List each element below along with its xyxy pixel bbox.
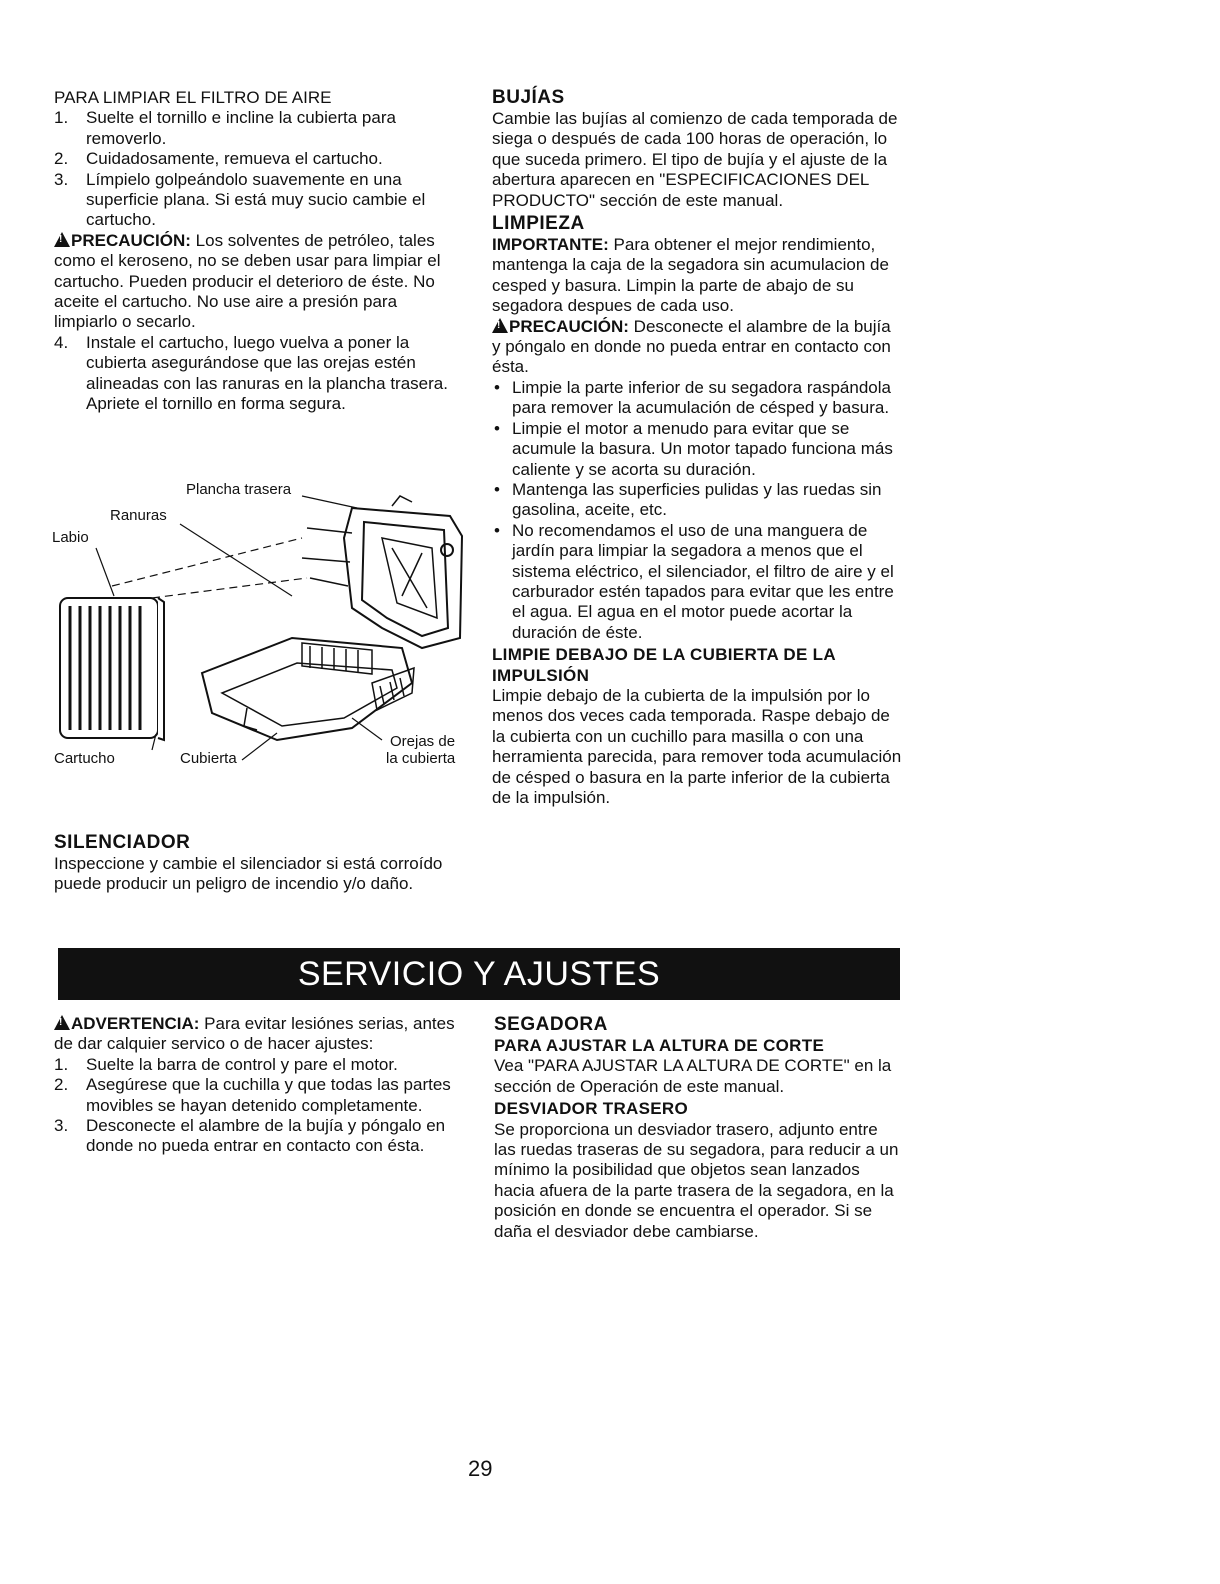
- cleaning-bullets: [492, 378, 902, 643]
- advertencia-text: Para evitar lesiónes serias, antes de dar calquier servico o de hacer ajustes:: [54, 1014, 455, 1054]
- list-item: 4. Instale el cartucho, luego vuelva a poner la cubierta asegurándose que las orejas estén alineadas con las ranuras en la plancha trasera. Apriete el tornillo en forma segura.: [54, 332, 448, 414]
- advertencia-label: ADVERTENCIA:: [71, 1014, 200, 1033]
- section-banner: SERVICIO Y AJUSTES: [58, 948, 900, 1000]
- warning-icon: [492, 318, 508, 333]
- warning-icon: [54, 1015, 70, 1030]
- list-item: 3. Desconecte el alambre de la bujía y póngalo en donde no pueda entrar en contacto con ésta.: [54, 1116, 446, 1156]
- caution-text: Los solventes de petróleo, tales como el keroseno, no se deben usar para limpiar el cartucho. Pueden producir el deterioro de éste. No aceite el cartucho. No use aire a presión para limpiarlo o secarlo.: [54, 230, 441, 332]
- limpieza-heading: LIMPIEZA: [492, 213, 585, 235]
- warning-icon: [54, 232, 70, 247]
- label-orejas-line2: la cubierta: [386, 750, 456, 767]
- advertencia-section: [54, 1014, 464, 1157]
- list-item: 3. Límpielo golpeándolo suavemente en una superficie plana. Si está muy sucio cambie el cartucho.: [54, 169, 426, 230]
- label-plancha-trasera: Plancha trasera: [186, 481, 292, 498]
- silenciador-section: [54, 832, 469, 895]
- list-item: 1. Suelte el tornillo e incline la cubierta para removerlo.: [54, 108, 396, 148]
- list-item: 2. Asegúrese que la cuchilla y que todas las partes movibles se hayan detenido completamente.: [54, 1075, 451, 1115]
- page-number: 29: [468, 1456, 493, 1481]
- label-labio: Labio: [52, 529, 89, 546]
- silenciador-text: Inspeccione y cambie el silenciador si está corroído puede producir un peligro de incendio y/o daño.: [54, 854, 443, 894]
- list-item: • Mantenga las superficies pulidas y las ruedas sin gasolina, aceite, etc.: [492, 480, 902, 521]
- caution-text-right: Desconecte el alambre de la bujía y póngalo en donde no pueda entrar en contacto con ésta.: [492, 316, 891, 377]
- caution-paragraph: [54, 231, 464, 333]
- list-item: • Limpie el motor a menudo para evitar que se acumule la basura. Un motor tapado funciona más caliente y se acorta su duración.: [492, 419, 902, 480]
- limpie-debajo-text: Limpie debajo de la cubierta de la impulsión por lo menos dos veces cada temporada. Raspe debajo de la cubierta con un cuchillo para masilla o con una herramienta parecida, para remover toda acumulación de césped o basura en la parte inferior de la cubierta de la impulsión.: [492, 685, 902, 807]
- list-item: 2. Cuidadosamente, remueva el cartucho.: [54, 149, 383, 169]
- silenciador-heading: SILENCIADOR: [54, 832, 191, 853]
- label-ranuras: Ranuras: [110, 507, 167, 524]
- bujias-text: Cambie las bujías al comienzo de cada temporada de siega o después de cada 100 horas de operación, lo que suceda primero. El tipo de bujía y el ajuste de la abertura aparecen en "ESPECIFICACIONES DEL PRODUCTO" sección de este manual.: [492, 109, 898, 210]
- label-orejas-line1: Orejas de: [390, 733, 456, 750]
- advertencia-steps: [54, 1055, 464, 1157]
- list-item: • Limpie la parte inferior de su segadora raspándola para remover la acumulación de césped y basura.: [492, 378, 902, 419]
- right-column-top: [492, 87, 902, 808]
- bujias-heading: BUJÍAS: [492, 87, 565, 108]
- list-item: 1. Suelte la barra de control y pare el motor.: [54, 1054, 398, 1074]
- label-cartucho: Cartucho: [54, 750, 115, 767]
- caution-label: PRECAUCIÓN:: [71, 230, 191, 250]
- caution-paragraph-right: [492, 317, 902, 378]
- desviador-heading: DESVIADOR TRASERO: [494, 1099, 689, 1119]
- important-text: Para obtener el mejor rendimiento, mantenga la caja de la segadora sin acumulacion de cesped y basura. Limpin la parte de abajo de su segadora despues de cada uso.: [492, 235, 889, 316]
- altura-text: Vea "PARA AJUSTAR LA ALTURA DE CORTE" en la sección de Operación de este manual.: [494, 1056, 892, 1096]
- advertencia-paragraph: [54, 1014, 464, 1055]
- air-filter-heading: PARA LIMPIAR EL FILTRO DE AIRE: [54, 88, 332, 107]
- list-item: • No recomendamos el uso de una manguera de jardín para limpiar la segadora a menos que el sistema eléctrico, el silenciador, el filtro de aire y el carburador estén tapados para evitar que les entre el agua. El agua en el motor puede acortar la duración de éste.: [492, 521, 902, 643]
- altura-heading: PARA AJUSTAR LA ALTURA DE CORTE: [494, 1036, 825, 1055]
- air-filter-step-4: [54, 333, 464, 415]
- segadora-section: [494, 1014, 904, 1242]
- limpie-debajo-heading: LIMPIE DEBAJO DE LA CUBIERTA DE LA IMPULSIÓN: [492, 645, 836, 685]
- desviador-text: Se proporciona un desviador trasero, adjunto entre las ruedas traseras de su segadora, para reducir a un mínimo la posibilidad que objetos sean lanzados hacia afuera de la parte trasera de la segadora, en la posición en donde se encuentra el operador. Si se daña el desviador debe cambiarse.: [494, 1119, 899, 1241]
- air-filter-steps: [54, 108, 464, 230]
- important-paragraph: [492, 235, 902, 317]
- air-filter-diagram: [52, 478, 472, 778]
- caution-label-right: PRECAUCIÓN:: [509, 316, 629, 336]
- segadora-heading: SEGADORA: [494, 1014, 608, 1035]
- left-column-top: [54, 88, 464, 415]
- label-cubierta: Cubierta: [180, 750, 237, 767]
- important-label: IMPORTANTE:: [492, 235, 609, 255]
